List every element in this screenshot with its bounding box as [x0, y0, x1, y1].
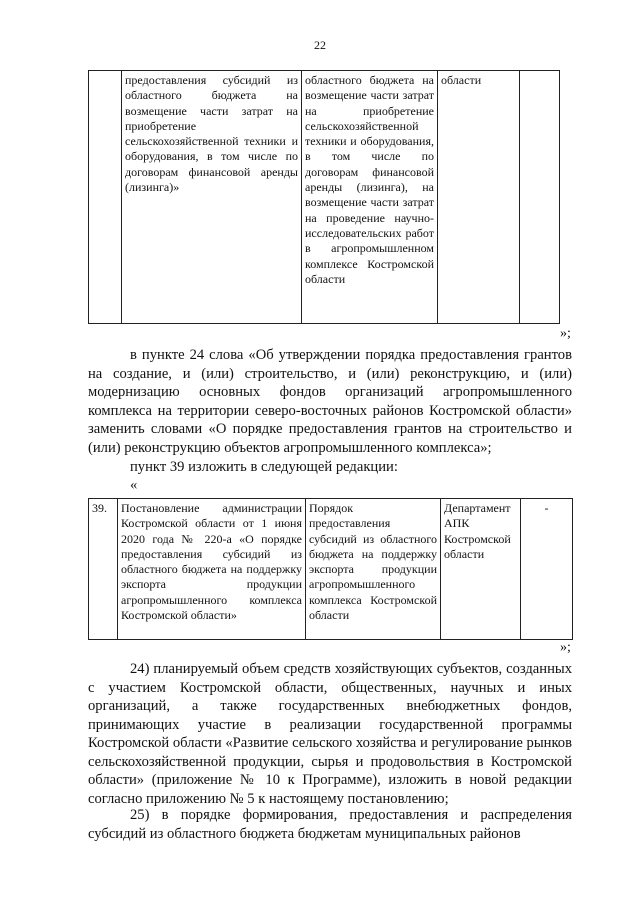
table-row — [89, 499, 573, 640]
table-continuation — [88, 70, 560, 324]
table-cell-responsible: области — [438, 71, 520, 324]
table1-closing-quote: »; — [560, 326, 571, 341]
opening-quote: « — [130, 477, 138, 493]
paragraph-item-24: в пункте 24 слова «Об утверждении порядка предоставления грантов на создание, и (или) строительство, и (или) реконструкцию, и (или) модернизацию основных фондов организаций агропромышленного комплекса на территории северо-восточных районов Костромской области» заменить словами «О порядке предоставления грантов на строительство и (или) реконструкцию объектов агропромышленного комплекса»; — [88, 347, 572, 456]
table-cell-content: Порядок предоставления субсидий из областного бюджета на поддержку экспорта продукции агропромышленного комплекса Костромской области — [306, 499, 441, 640]
table-cell-act: Постановление администрации Костромской области от 1 июня 2020 года № 220-а «О порядке предоставления субсидий из областного бюджета на поддержку экспорта продукции агропромышленного комплекса Костромской области» — [118, 499, 306, 640]
page-number: 22 — [314, 38, 326, 52]
table-cell-act: предоставления субсидий из областного бюджета на возмещение части затрат на приобретение сельскохозяйственной техники и оборудования, в том числе по договорам финансовой аренды (лизинга)» — [122, 71, 302, 324]
paragraph-item-39: пункт 39 изложить в следующей редакции: — [130, 459, 398, 475]
table2-closing-quote: »; — [560, 640, 571, 655]
table-cell-extra — [520, 71, 560, 324]
paragraph-24: 24) планируемый объем средств хозяйствующих субъектов, созданных с участием Костромской области, общественных, научных и иных организаций, а также государственных внебюджетных фондов, принимающих участие в реализации государственной программы Костромской области «Развитие сельского хозяйства и регулирование рынков сельскохозяйственной продукции, сырья и продовольствия в Костромской области» (приложение № 10 к Программе), изложить в новой редакции согласно приложению № 5 к настоящему постановлению; — [88, 661, 572, 807]
table-item-39 — [88, 498, 573, 640]
paragraph-25: 25) в порядке формирования, предоставления и распределения субсидий из областного бюджета бюджетам муниципальных районов — [88, 807, 572, 842]
table-cell-number: 39. — [89, 499, 118, 640]
table-cell-content: областного бюджета на возмещение части затрат на приобретение сельскохозяйственной техники и оборудования, в том числе по договорам финансовой аренды (лизинга), на возмещение части затрат на проведение научно-исследовательских работ в агропромышленном комплексе Костромской области — [302, 71, 438, 324]
table-row — [89, 71, 560, 324]
table-cell-responsible: Департамент АПК Костромской области — [441, 499, 521, 640]
table-cell-number — [89, 71, 122, 324]
table-cell-extra: - — [521, 499, 573, 640]
